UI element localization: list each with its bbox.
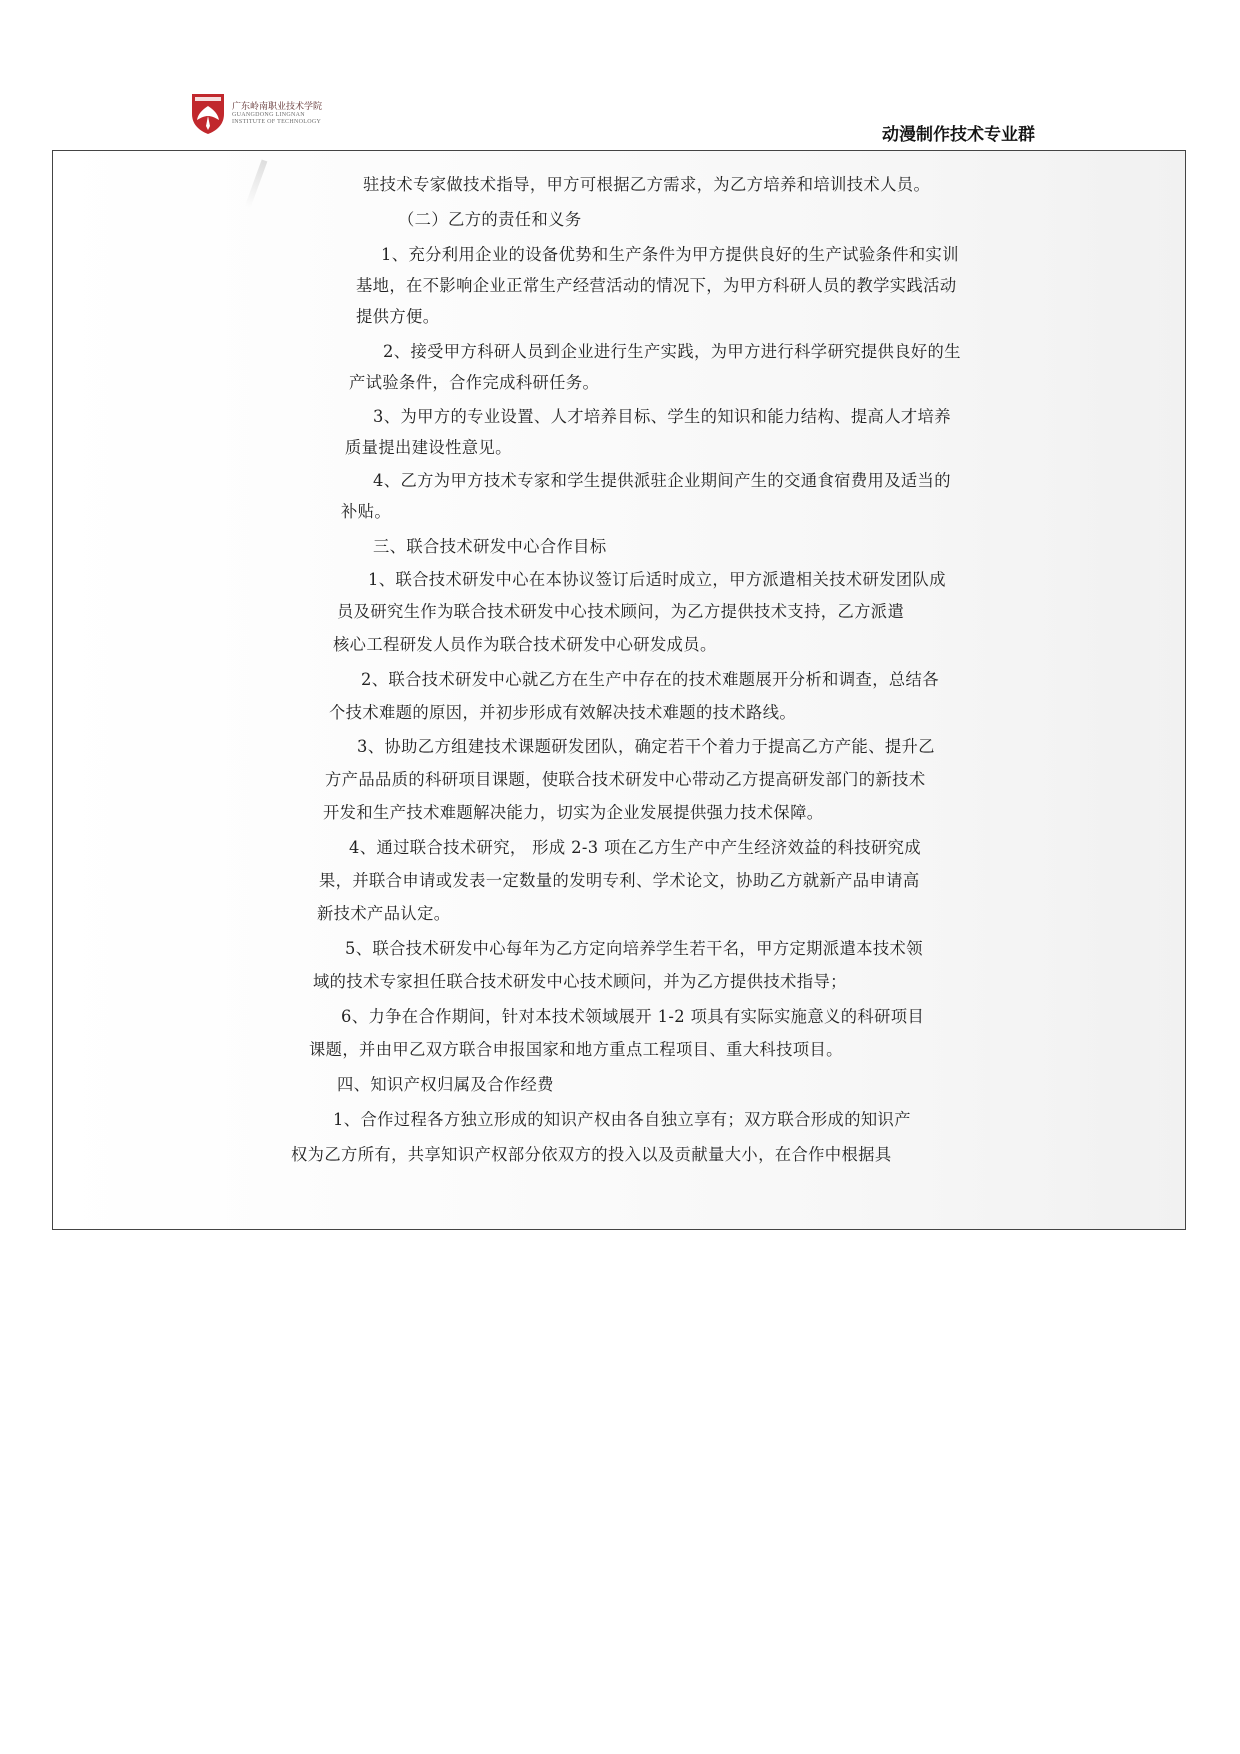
document-line: 1、合作过程各方独立形成的知识产权由各自独立享有；双方联合形成的知识产 — [333, 1110, 911, 1129]
document-line: 产试验条件，合作完成科研任务。 — [349, 373, 600, 392]
shield-logo-icon — [190, 92, 226, 136]
document-line: 基地，在不影响企业正常生产经营活动的情况下，为甲方科研人员的教学实践活动 — [356, 276, 957, 295]
document-line: 3、为甲方的专业设置、人才培养目标、学生的知识和能力结构、提高人才培养 — [373, 407, 951, 426]
document-line: 开发和生产技术难题解决能力，切实为企业发展提供强力技术保障。 — [323, 803, 824, 822]
document-line: 域的技术专家担任联合技术研发中心技术顾问，并为乙方提供技术指导； — [313, 972, 847, 991]
document-line: 权为乙方所有，共享知识产权部分依双方的投入以及贡献量大小，在合作中根据具 — [291, 1145, 892, 1164]
college-name-en-line1: GUANGDONG LINGNAN — [232, 112, 305, 119]
college-logo — [190, 92, 322, 136]
document-line: 2、接受甲方科研人员到企业进行生产实践，为甲方进行科学研究提供良好的生 — [383, 342, 961, 361]
document-line: 5、联合技术研发中心每年为乙方定向培养学生若干名，甲方定期派遣本技术领 — [345, 939, 923, 958]
document-line: 质量提出建设性意见。 — [345, 438, 512, 457]
document-line: 1、联合技术研发中心在本协议签订后适时成立，甲方派遣相关技术研发团队成 — [368, 570, 946, 589]
document-line: 6、力争在合作期间，针对本技术领域展开 1-2 项具有实际实施意义的科研项目 — [341, 1007, 925, 1026]
college-name-cn: 广东岭南职业技术学院 — [232, 101, 323, 112]
document-line: 1、充分利用企业的设备优势和生产条件为甲方提供良好的生产试验条件和实训 — [381, 245, 959, 264]
document-line: 提供方便。 — [356, 307, 440, 326]
document-line: 4、乙方为甲方技术专家和学生提供派驻企业期间产生的交通食宿费用及适当的 — [373, 471, 951, 490]
document-line: 个技术难题的原因，并初步形成有效解决技术难题的技术路线。 — [329, 703, 797, 722]
document-line: 四、知识产权归属及合作经费 — [337, 1075, 554, 1094]
scan-background — [53, 151, 1185, 1229]
document-line: 果，并联合申请或发表一定数量的发明专利、学术论文，协助乙方就新产品申请高 — [319, 871, 920, 890]
document-line: 2、联合技术研发中心就乙方在生产中存在的技术难题展开分析和调查，总结各 — [361, 670, 939, 689]
document-line: 3、协助乙方组建技术课题研发团队，确定若干个着力于提高乙方产能、提升乙 — [357, 737, 935, 756]
college-name-en-line2: INSTITUTE OF TECHNOLOGY — [232, 118, 322, 125]
document-line: 补贴。 — [341, 502, 392, 521]
document-line: 课题，并由甲乙双方联合申报国家和地方重点工程项目、重大科技项目。 — [309, 1040, 843, 1059]
document-line: 驻技术专家做技术指导，甲方可根据乙方需求，为乙方培养和培训技术人员。 — [363, 175, 931, 194]
document-line: 员及研究生作为联合技术研发中心技术顾问，为乙方提供技术支持，乙方派遣 — [337, 602, 905, 621]
document-line: （二）乙方的责任和义务 — [398, 210, 582, 229]
scanned-document-frame — [52, 150, 1186, 1230]
document-line: 新技术产品认定。 — [317, 904, 451, 923]
document-line: 核心工程研发人员作为联合技术研发中心研发成员。 — [333, 635, 717, 654]
document-line: 4、通过联合技术研究， 形成 2-3 项在乙方生产中产生经济效益的科技研究成 — [349, 838, 922, 857]
document-line: 三、联合技术研发中心合作目标 — [373, 537, 607, 556]
department-title: 动漫制作技术专业群 — [882, 125, 1035, 145]
document-line: 方产品品质的科研项目课题，使联合技术研发中心带动乙方提高研发部门的新技术 — [325, 770, 926, 789]
